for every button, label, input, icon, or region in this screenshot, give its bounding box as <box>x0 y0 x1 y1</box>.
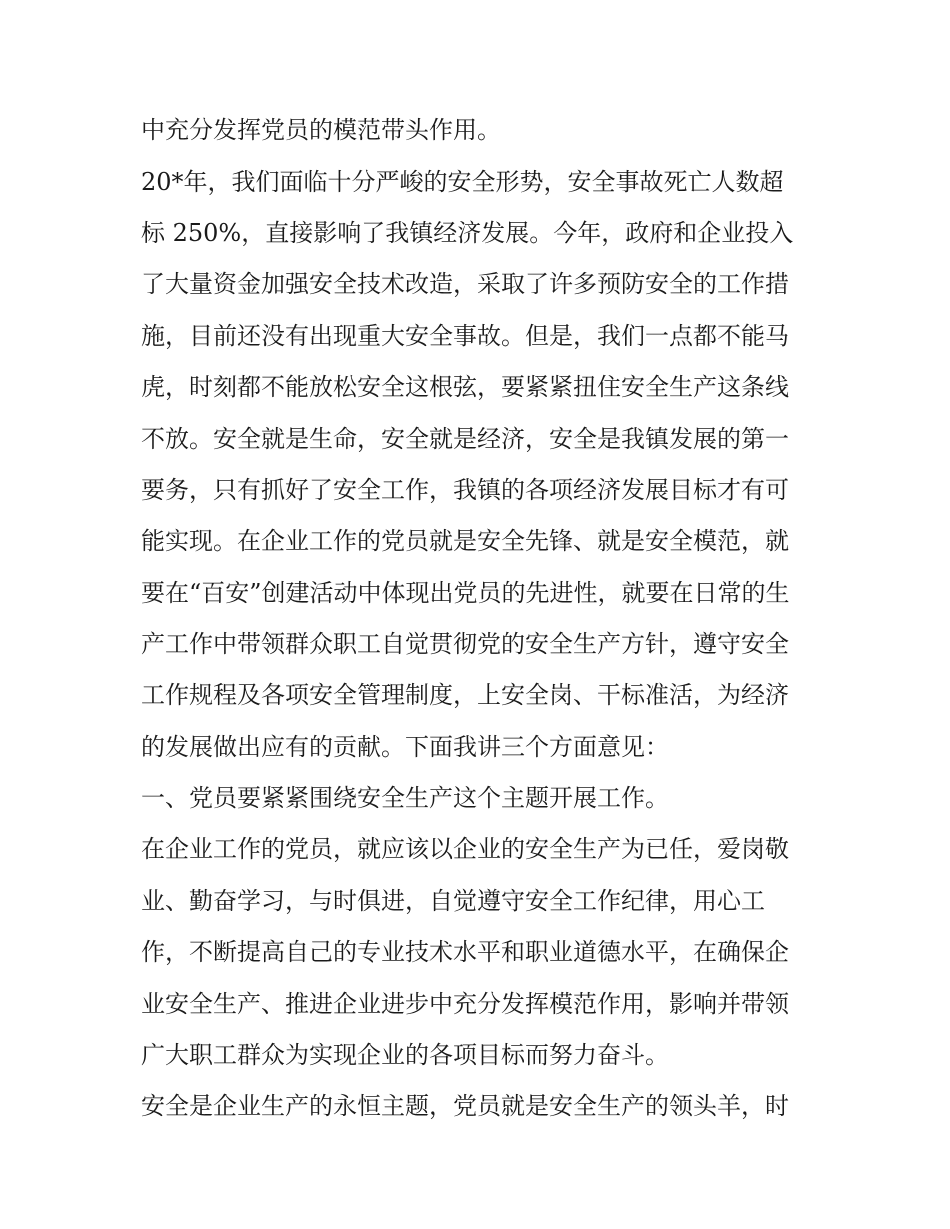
text-line: 中充分发挥党员的模范带头作用。 <box>141 116 501 144</box>
text-line: 能实现。在企业工作的党员就是安全先锋、就是安全模范，就 <box>141 527 789 555</box>
text-line: 作，不断提高自己的专业技术水平和职业道德水平，在确保企 <box>141 938 789 966</box>
text-line: 的发展做出应有的贡献。下面我讲三个方面意见： <box>141 733 669 761</box>
text-line: 工作规程及各项安全管理制度，上安全岗、干标准活，为经济 <box>141 681 789 709</box>
text-line: 安全是企业生产的永恒主题，党员就是安全生产的领头羊，时 <box>141 1092 789 1120</box>
text-line: 业安全生产、推进企业进步中充分发挥模范作用，影响并带领 <box>141 990 789 1018</box>
text-line: 不放。安全就是生命，安全就是经济，安全是我镇发展的第一 <box>141 425 789 453</box>
text-line: 要务，只有抓好了安全工作，我镇的各项经济发展目标才有可 <box>141 476 789 504</box>
text-line: 了大量资金加强安全技术改造，采取了许多预防安全的工作措 <box>141 270 789 298</box>
text-line: 施，目前还没有出现重大安全事故。但是，我们一点都不能马 <box>141 322 789 350</box>
text-line: 20*年，我们面临十分严峻的安全形势，安全事故死亡人数超 <box>141 168 784 196</box>
text-line: 广大职工群众为实现企业的各项目标而努力奋斗。 <box>141 1041 669 1069</box>
section-heading: 一、党员要紧紧围绕安全生产这个主题开展工作。 <box>141 784 669 812</box>
text-line: 标 250%，直接影响了我镇经济发展。今年，政府和企业投入 <box>141 219 794 247</box>
text-line: 在企业工作的党员，就应该以企业的安全生产为已任，爱岗敬 <box>141 835 789 863</box>
text-line: 虎，时刻都不能放松安全这根弦，要紧紧扭住安全生产这条线 <box>141 373 789 401</box>
text-line: 产工作中带领群众职工自觉贯彻党的安全生产方针，遵守安全 <box>141 630 789 658</box>
text-line: 业、勤奋学习，与时俱进，自觉遵守安全工作纪律，用心工 <box>141 887 765 915</box>
text-line: 要在“百安”创建活动中体现出党员的先进性，就要在日常的生 <box>141 579 790 607</box>
